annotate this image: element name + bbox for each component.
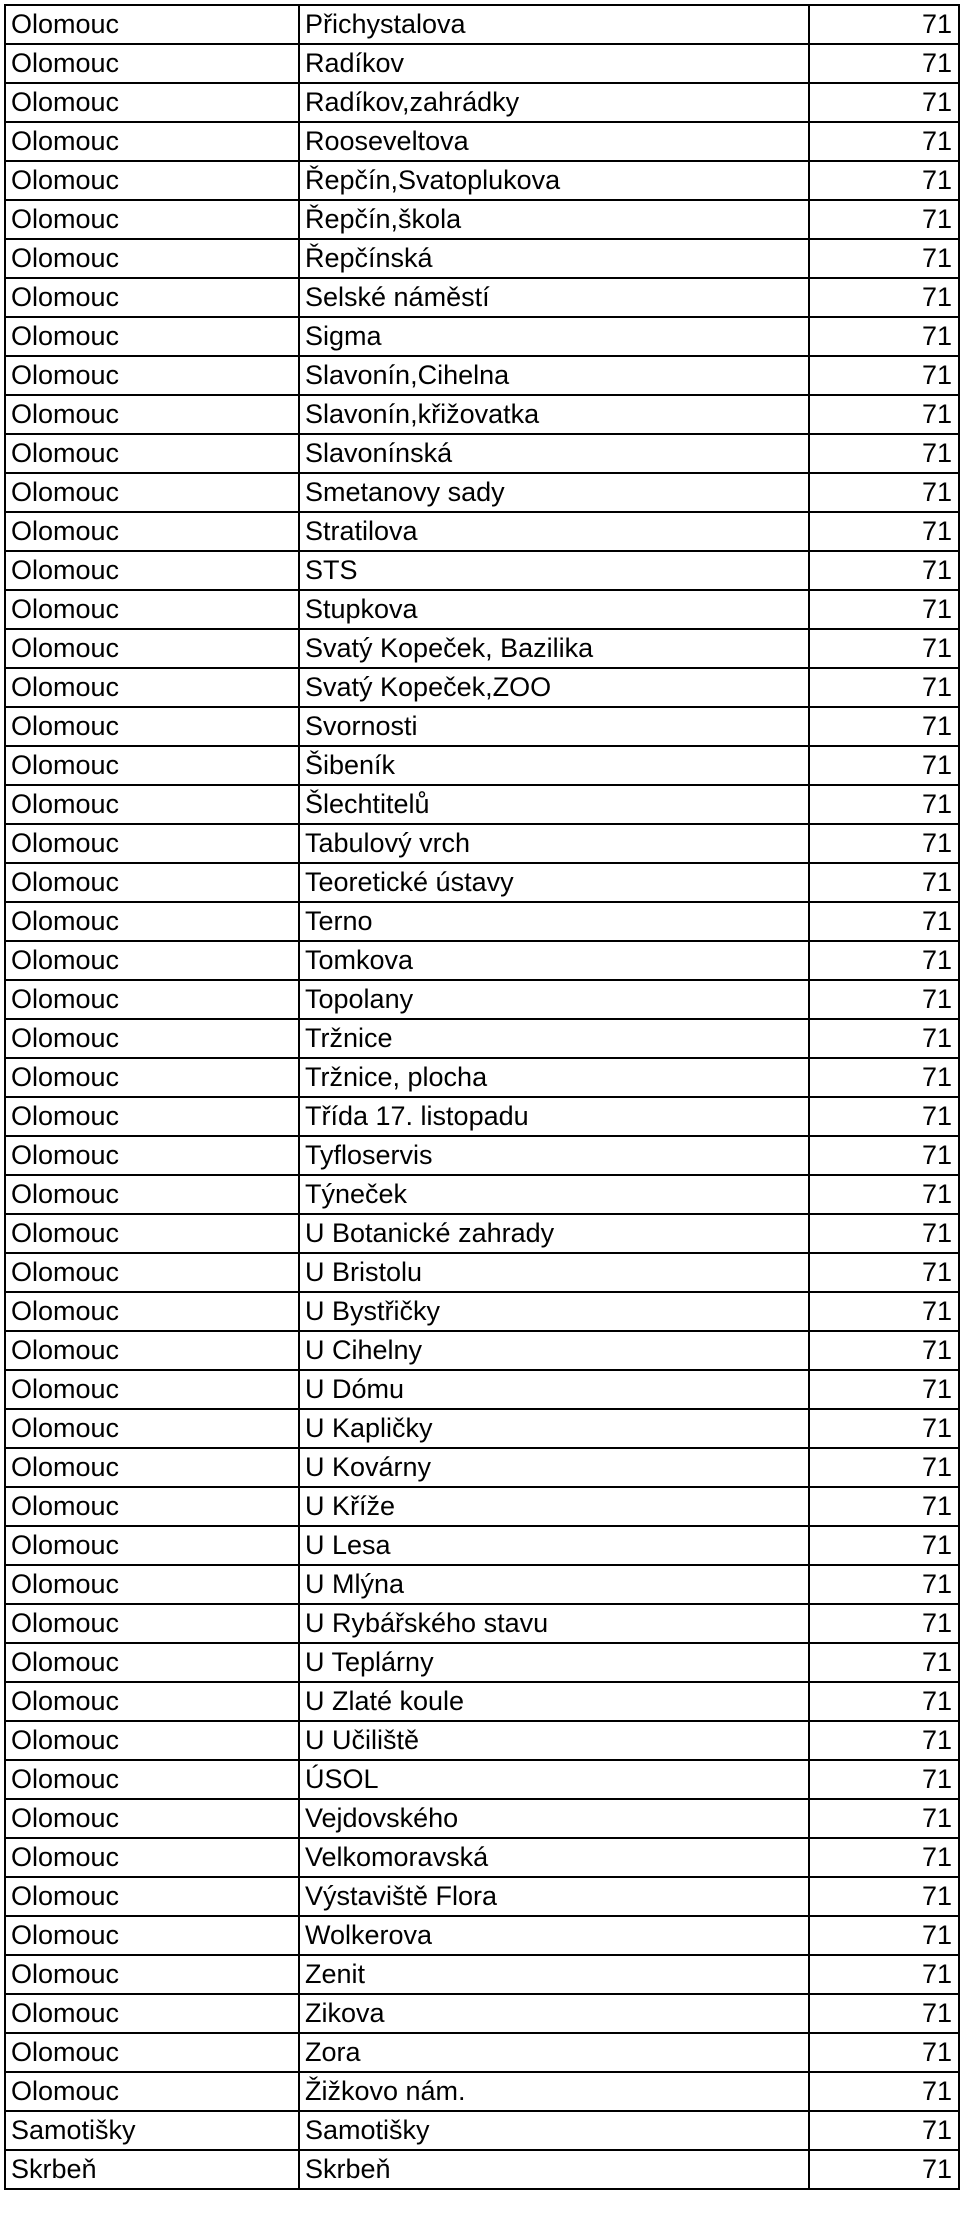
stop-name-cell: Samotišky <box>299 2111 809 2150</box>
table-row <box>5 980 959 1019</box>
town-cell: Olomouc <box>5 1331 299 1370</box>
town-cell: Olomouc <box>5 5 299 44</box>
stop-name-cell: U Lesa <box>299 1526 809 1565</box>
stop-name-cell: U Kapličky <box>299 1409 809 1448</box>
stop-name-cell: Stratilova <box>299 512 809 551</box>
table-row <box>5 1136 959 1175</box>
zone-cell: 71 <box>809 551 959 590</box>
table-row <box>5 707 959 746</box>
zone-cell: 71 <box>809 824 959 863</box>
town-cell: Olomouc <box>5 161 299 200</box>
zone-cell: 71 <box>809 1370 959 1409</box>
table-row <box>5 5 959 44</box>
town-cell: Olomouc <box>5 1682 299 1721</box>
town-cell: Olomouc <box>5 1058 299 1097</box>
zone-cell: 71 <box>809 200 959 239</box>
town-cell: Olomouc <box>5 746 299 785</box>
table-row <box>5 83 959 122</box>
table-row <box>5 1370 959 1409</box>
stop-name-cell: Rooseveltova <box>299 122 809 161</box>
town-cell: Olomouc <box>5 278 299 317</box>
zone-cell: 71 <box>809 902 959 941</box>
zone-cell: 71 <box>809 1994 959 2033</box>
zone-cell: 71 <box>809 1526 959 1565</box>
town-cell: Olomouc <box>5 512 299 551</box>
stop-name-cell: Velkomoravská <box>299 1838 809 1877</box>
town-cell: Olomouc <box>5 1721 299 1760</box>
stop-name-cell: U Mlýna <box>299 1565 809 1604</box>
stop-name-cell: Topolany <box>299 980 809 1019</box>
zone-cell: 71 <box>809 83 959 122</box>
table-row <box>5 824 959 863</box>
stop-name-cell: Radíkov,zahrádky <box>299 83 809 122</box>
town-cell: Olomouc <box>5 1760 299 1799</box>
stop-name-cell: U Zlaté koule <box>299 1682 809 1721</box>
table-row <box>5 1526 959 1565</box>
zone-cell: 71 <box>809 1253 959 1292</box>
zone-cell: 71 <box>809 2111 959 2150</box>
town-cell: Olomouc <box>5 395 299 434</box>
stop-name-cell: Tržnice <box>299 1019 809 1058</box>
table-row <box>5 1292 959 1331</box>
zone-cell: 71 <box>809 1058 959 1097</box>
zone-cell: 71 <box>809 356 959 395</box>
stop-name-cell: Řepčínská <box>299 239 809 278</box>
stop-name-cell: U Učiliště <box>299 1721 809 1760</box>
zone-cell: 71 <box>809 1292 959 1331</box>
town-cell: Olomouc <box>5 44 299 83</box>
zone-cell: 71 <box>809 1604 959 1643</box>
town-cell: Olomouc <box>5 1292 299 1331</box>
town-cell: Olomouc <box>5 1097 299 1136</box>
table-row <box>5 590 959 629</box>
stop-name-cell: Tržnice, plocha <box>299 1058 809 1097</box>
table-row <box>5 746 959 785</box>
zone-cell: 71 <box>809 785 959 824</box>
stop-name-cell: Terno <box>299 902 809 941</box>
zone-cell: 71 <box>809 2072 959 2111</box>
table-row <box>5 239 959 278</box>
town-cell: Olomouc <box>5 902 299 941</box>
town-cell: Olomouc <box>5 1916 299 1955</box>
table-row <box>5 1058 959 1097</box>
town-cell: Olomouc <box>5 239 299 278</box>
stop-name-cell: ÚSOL <box>299 1760 809 1799</box>
stop-name-cell: Vejdovského <box>299 1799 809 1838</box>
town-cell: Olomouc <box>5 1994 299 2033</box>
table-row <box>5 785 959 824</box>
zone-cell: 71 <box>809 590 959 629</box>
stop-name-cell: U Dómu <box>299 1370 809 1409</box>
stop-name-cell: Wolkerova <box>299 1916 809 1955</box>
town-cell: Olomouc <box>5 1526 299 1565</box>
zone-cell: 71 <box>809 1877 959 1916</box>
zone-cell: 71 <box>809 863 959 902</box>
zone-cell: 71 <box>809 1409 959 1448</box>
zone-cell: 71 <box>809 239 959 278</box>
table-row <box>5 668 959 707</box>
town-cell: Olomouc <box>5 1799 299 1838</box>
zone-cell: 71 <box>809 317 959 356</box>
zone-cell: 71 <box>809 512 959 551</box>
table-row <box>5 122 959 161</box>
stop-name-cell: Sigma <box>299 317 809 356</box>
stop-name-cell: Tomkova <box>299 941 809 980</box>
stop-name-cell: Skrbeň <box>299 2150 809 2189</box>
town-cell: Olomouc <box>5 1643 299 1682</box>
zone-cell: 71 <box>809 2033 959 2072</box>
zone-cell: 71 <box>809 161 959 200</box>
town-cell: Olomouc <box>5 356 299 395</box>
stop-name-cell: Svornosti <box>299 707 809 746</box>
zone-cell: 71 <box>809 5 959 44</box>
table-row <box>5 1994 959 2033</box>
zone-cell: 71 <box>809 1565 959 1604</box>
stop-name-cell: Stupkova <box>299 590 809 629</box>
zone-cell: 71 <box>809 1760 959 1799</box>
table-row <box>5 2072 959 2111</box>
stop-name-cell: Šibeník <box>299 746 809 785</box>
zone-cell: 71 <box>809 1955 959 1994</box>
stop-name-cell: Řepčín,škola <box>299 200 809 239</box>
zone-cell: 71 <box>809 1136 959 1175</box>
town-cell: Olomouc <box>5 1214 299 1253</box>
stop-table-body <box>5 5 959 2189</box>
table-row <box>5 2150 959 2189</box>
town-cell: Olomouc <box>5 590 299 629</box>
town-cell: Olomouc <box>5 473 299 512</box>
town-cell: Olomouc <box>5 434 299 473</box>
stop-name-cell: Zora <box>299 2033 809 2072</box>
town-cell: Olomouc <box>5 1019 299 1058</box>
table-row <box>5 434 959 473</box>
table-row <box>5 902 959 941</box>
zone-cell: 71 <box>809 1214 959 1253</box>
town-cell: Olomouc <box>5 1487 299 1526</box>
town-cell: Olomouc <box>5 824 299 863</box>
zone-cell: 71 <box>809 1721 959 1760</box>
zone-cell: 71 <box>809 980 959 1019</box>
zone-cell: 71 <box>809 1643 959 1682</box>
stop-name-cell: U Botanické zahrady <box>299 1214 809 1253</box>
stop-name-cell: Svatý Kopeček,ZOO <box>299 668 809 707</box>
stop-name-cell: U Bystřičky <box>299 1292 809 1331</box>
zone-cell: 71 <box>809 395 959 434</box>
stop-name-cell: Přichystalova <box>299 5 809 44</box>
table-row <box>5 1877 959 1916</box>
zone-cell: 71 <box>809 1448 959 1487</box>
table-row <box>5 1487 959 1526</box>
zone-cell: 71 <box>809 473 959 512</box>
table-row <box>5 161 959 200</box>
table-row <box>5 1604 959 1643</box>
stop-name-cell: Týneček <box>299 1175 809 1214</box>
table-row <box>5 1214 959 1253</box>
table-row <box>5 1760 959 1799</box>
stop-name-cell: U Teplárny <box>299 1643 809 1682</box>
table-row <box>5 278 959 317</box>
table-row <box>5 1955 959 1994</box>
town-cell: Olomouc <box>5 200 299 239</box>
stop-name-cell: Smetanovy sady <box>299 473 809 512</box>
town-cell: Olomouc <box>5 1175 299 1214</box>
town-cell: Olomouc <box>5 1838 299 1877</box>
zone-cell: 71 <box>809 629 959 668</box>
zone-cell: 71 <box>809 1916 959 1955</box>
zone-cell: 71 <box>809 278 959 317</box>
zone-cell: 71 <box>809 1799 959 1838</box>
town-cell: Olomouc <box>5 1448 299 1487</box>
zone-cell: 71 <box>809 1487 959 1526</box>
table-row <box>5 473 959 512</box>
stop-name-cell: Tabulový vrch <box>299 824 809 863</box>
zone-cell: 71 <box>809 434 959 473</box>
town-cell: Skrbeň <box>5 2150 299 2189</box>
table-row <box>5 1721 959 1760</box>
town-cell: Olomouc <box>5 1253 299 1292</box>
stop-name-cell: Slavonínská <box>299 434 809 473</box>
table-row <box>5 44 959 83</box>
zone-cell: 71 <box>809 1682 959 1721</box>
stop-name-cell: U Kovárny <box>299 1448 809 1487</box>
table-row <box>5 1838 959 1877</box>
town-cell: Olomouc <box>5 1565 299 1604</box>
table-row <box>5 2111 959 2150</box>
table-row <box>5 200 959 239</box>
table-row <box>5 863 959 902</box>
table-row <box>5 512 959 551</box>
table-row <box>5 1253 959 1292</box>
stop-name-cell: Slavonín,Cihelna <box>299 356 809 395</box>
stop-name-cell: U Cihelny <box>299 1331 809 1370</box>
stop-name-cell: Šlechtitelů <box>299 785 809 824</box>
zone-cell: 71 <box>809 1838 959 1877</box>
table-row <box>5 356 959 395</box>
town-cell: Olomouc <box>5 668 299 707</box>
stop-name-cell: Slavonín,křižovatka <box>299 395 809 434</box>
town-cell: Olomouc <box>5 941 299 980</box>
town-cell: Olomouc <box>5 317 299 356</box>
town-cell: Olomouc <box>5 2033 299 2072</box>
town-cell: Olomouc <box>5 2072 299 2111</box>
zone-cell: 71 <box>809 1175 959 1214</box>
town-cell: Olomouc <box>5 629 299 668</box>
town-cell: Olomouc <box>5 980 299 1019</box>
table-row <box>5 1331 959 1370</box>
stop-name-cell: Zenit <box>299 1955 809 1994</box>
table-row <box>5 1097 959 1136</box>
table-row <box>5 317 959 356</box>
zone-cell: 71 <box>809 1097 959 1136</box>
stop-name-cell: Teoretické ústavy <box>299 863 809 902</box>
table-row <box>5 1175 959 1214</box>
stop-name-cell: U Kříže <box>299 1487 809 1526</box>
town-cell: Olomouc <box>5 1955 299 1994</box>
table-row <box>5 1682 959 1721</box>
table-row <box>5 941 959 980</box>
town-cell: Olomouc <box>5 1877 299 1916</box>
table-row <box>5 1643 959 1682</box>
stop-name-cell: Řepčín,Svatoplukova <box>299 161 809 200</box>
town-cell: Olomouc <box>5 863 299 902</box>
zone-cell: 71 <box>809 1019 959 1058</box>
town-cell: Olomouc <box>5 1409 299 1448</box>
town-cell: Olomouc <box>5 1370 299 1409</box>
zone-cell: 71 <box>809 122 959 161</box>
table-row <box>5 1799 959 1838</box>
zone-cell: 71 <box>809 707 959 746</box>
table-row <box>5 629 959 668</box>
table-row <box>5 2033 959 2072</box>
stop-name-cell: U Rybářského stavu <box>299 1604 809 1643</box>
town-cell: Olomouc <box>5 551 299 590</box>
table-row <box>5 551 959 590</box>
town-cell: Samotišky <box>5 2111 299 2150</box>
stop-name-cell: Výstaviště Flora <box>299 1877 809 1916</box>
table-row <box>5 1448 959 1487</box>
stop-table <box>4 4 960 2190</box>
stop-name-cell: Zikova <box>299 1994 809 2033</box>
table-row <box>5 1019 959 1058</box>
town-cell: Olomouc <box>5 1604 299 1643</box>
table-row <box>5 1916 959 1955</box>
town-cell: Olomouc <box>5 785 299 824</box>
town-cell: Olomouc <box>5 1136 299 1175</box>
stop-name-cell: Selské náměstí <box>299 278 809 317</box>
town-cell: Olomouc <box>5 122 299 161</box>
stop-name-cell: Třída 17. listopadu <box>299 1097 809 1136</box>
zone-cell: 71 <box>809 2150 959 2189</box>
table-row <box>5 395 959 434</box>
stop-name-cell: U Bristolu <box>299 1253 809 1292</box>
stop-name-cell: Svatý Kopeček, Bazilika <box>299 629 809 668</box>
zone-cell: 71 <box>809 746 959 785</box>
zone-cell: 71 <box>809 668 959 707</box>
table-row <box>5 1409 959 1448</box>
table-row <box>5 1565 959 1604</box>
zone-cell: 71 <box>809 1331 959 1370</box>
zone-cell: 71 <box>809 941 959 980</box>
stop-name-cell: STS <box>299 551 809 590</box>
stop-name-cell: Radíkov <box>299 44 809 83</box>
town-cell: Olomouc <box>5 707 299 746</box>
stop-name-cell: Žižkovo nám. <box>299 2072 809 2111</box>
town-cell: Olomouc <box>5 83 299 122</box>
stop-name-cell: Tyfloservis <box>299 1136 809 1175</box>
zone-cell: 71 <box>809 44 959 83</box>
